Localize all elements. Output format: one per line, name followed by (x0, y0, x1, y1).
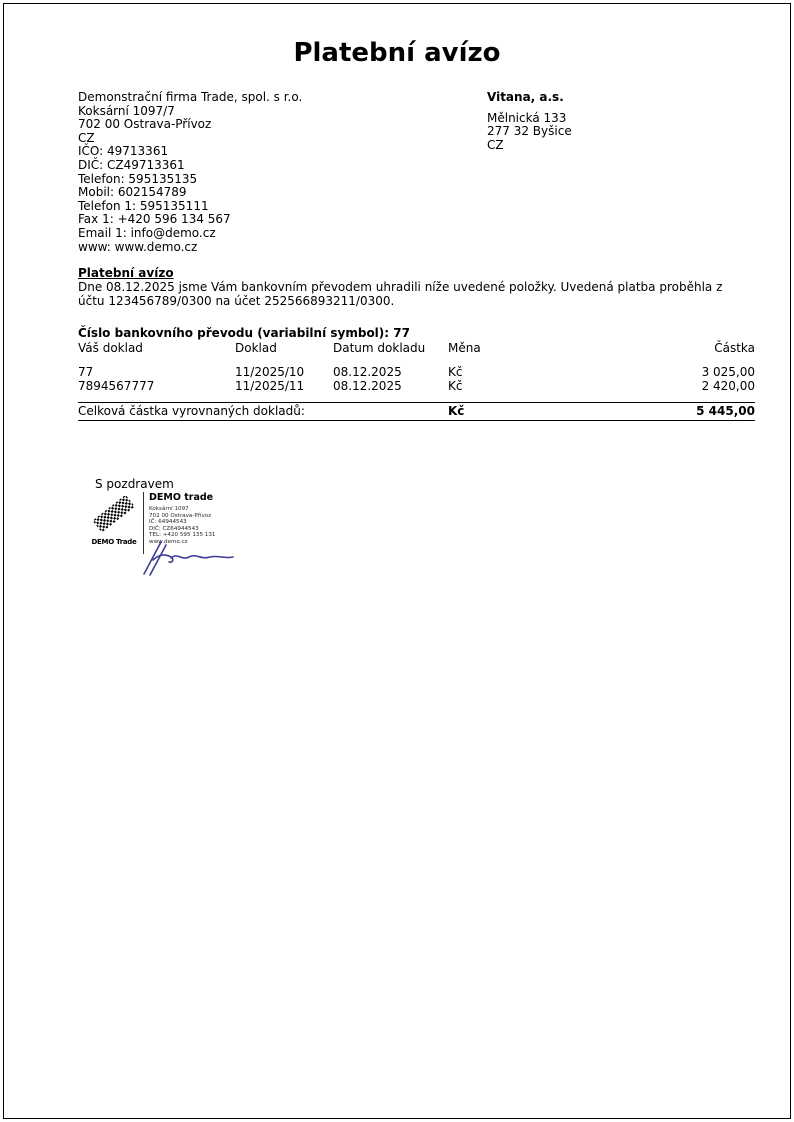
page-title: Platební avízo (293, 38, 501, 68)
stamp-line: IČ: 64944543 (149, 519, 187, 526)
total-currency: Kč (448, 404, 465, 418)
sender-mobile: Mobil: 602154789 (78, 185, 187, 200)
transfer-number-title: Číslo bankovního převodu (variabilní symbol): 77 (78, 326, 410, 340)
recipient-city: 277 32 Byšice (487, 124, 572, 139)
total-amount: 5 445,00 (696, 404, 755, 418)
total-label: Celková částka vyrovnaných dokladů: (78, 404, 305, 418)
stamp-line: TEL: +420 595 135 131 (149, 532, 216, 539)
signature-scribble (140, 538, 240, 576)
cell-datum: 08.12.2025 (333, 379, 402, 393)
cell-doklad: 11/2025/11 (235, 379, 305, 393)
stamp-line: DIČ: CZ64944543 (149, 525, 199, 532)
total-divider-top (78, 402, 755, 403)
sender-email: Email 1: info@demo.cz (78, 225, 216, 240)
recipient-address-block (487, 91, 572, 152)
cell-mena: Kč (448, 379, 463, 393)
table-row (78, 366, 755, 379)
cell-vas-doklad: 7894567777 (78, 379, 155, 393)
stamp-line: Koksární 1097 (149, 506, 189, 512)
sender-city: 702 00 Ostrava-Přívoz (78, 117, 212, 132)
sender-fax: Fax 1: +420 596 134 567 (78, 212, 231, 227)
table-row (78, 380, 755, 393)
total-divider-bottom (78, 420, 755, 421)
cell-castka: 3 025,00 (701, 365, 755, 379)
sender-company: Demonstrační firma Trade, spol. s r.o. (78, 90, 303, 104)
col-header-mena: Měna (448, 341, 481, 355)
salutation: S pozdravem (95, 477, 174, 491)
col-header-castka: Částka (714, 341, 755, 355)
total-row (78, 405, 755, 418)
cell-vas-doklad: 77 (78, 365, 94, 379)
sender-country: CZ (78, 130, 95, 145)
recipient-country: CZ (487, 137, 504, 152)
sender-street: Koksární 1097/7 (78, 103, 175, 118)
stamp-logo-pattern-icon (90, 496, 138, 532)
sender-address-block (78, 91, 302, 254)
stamp-logo-label: DEMO Trade (91, 538, 137, 546)
cell-doklad: 11/2025/10 (235, 365, 305, 379)
notice-body: Dne 08.12.2025 jsme Vám bankovním převodem uhradili níže uvedené položky. Uvedená platba proběhla z účtu 123456789/0300 na účet 252566893211/0300. (78, 280, 723, 308)
col-header-datum: Datum dokladu (333, 341, 426, 355)
sender-phone: Telefon: 595135135 (78, 171, 198, 186)
table-header-row (78, 342, 755, 355)
col-header-vas-doklad: Váš doklad (78, 341, 143, 355)
recipient-street: Mělnická 133 (487, 110, 567, 125)
stamp-line: 702 00 Ostrava-Přívoz (149, 512, 212, 519)
sender-www: www: www.demo.cz (78, 239, 198, 254)
sender-dic: DIČ: CZ49713361 (78, 157, 185, 172)
col-header-doklad: Doklad (235, 341, 277, 355)
sender-phone-1: Telefon 1: 595135111 (78, 198, 209, 213)
cell-datum: 08.12.2025 (333, 365, 402, 379)
recipient-name: Vitana, a.s. (487, 90, 564, 104)
cell-castka: 2 420,00 (701, 379, 755, 393)
sender-ico: IČO: 49713361 (78, 144, 169, 159)
notice-heading: Platební avízo (78, 266, 174, 280)
stamp-company-name: DEMO trade (149, 492, 214, 503)
cell-mena: Kč (448, 365, 463, 379)
stamp-logo (88, 496, 140, 546)
stamp-line: www.demo.cz (149, 538, 188, 545)
